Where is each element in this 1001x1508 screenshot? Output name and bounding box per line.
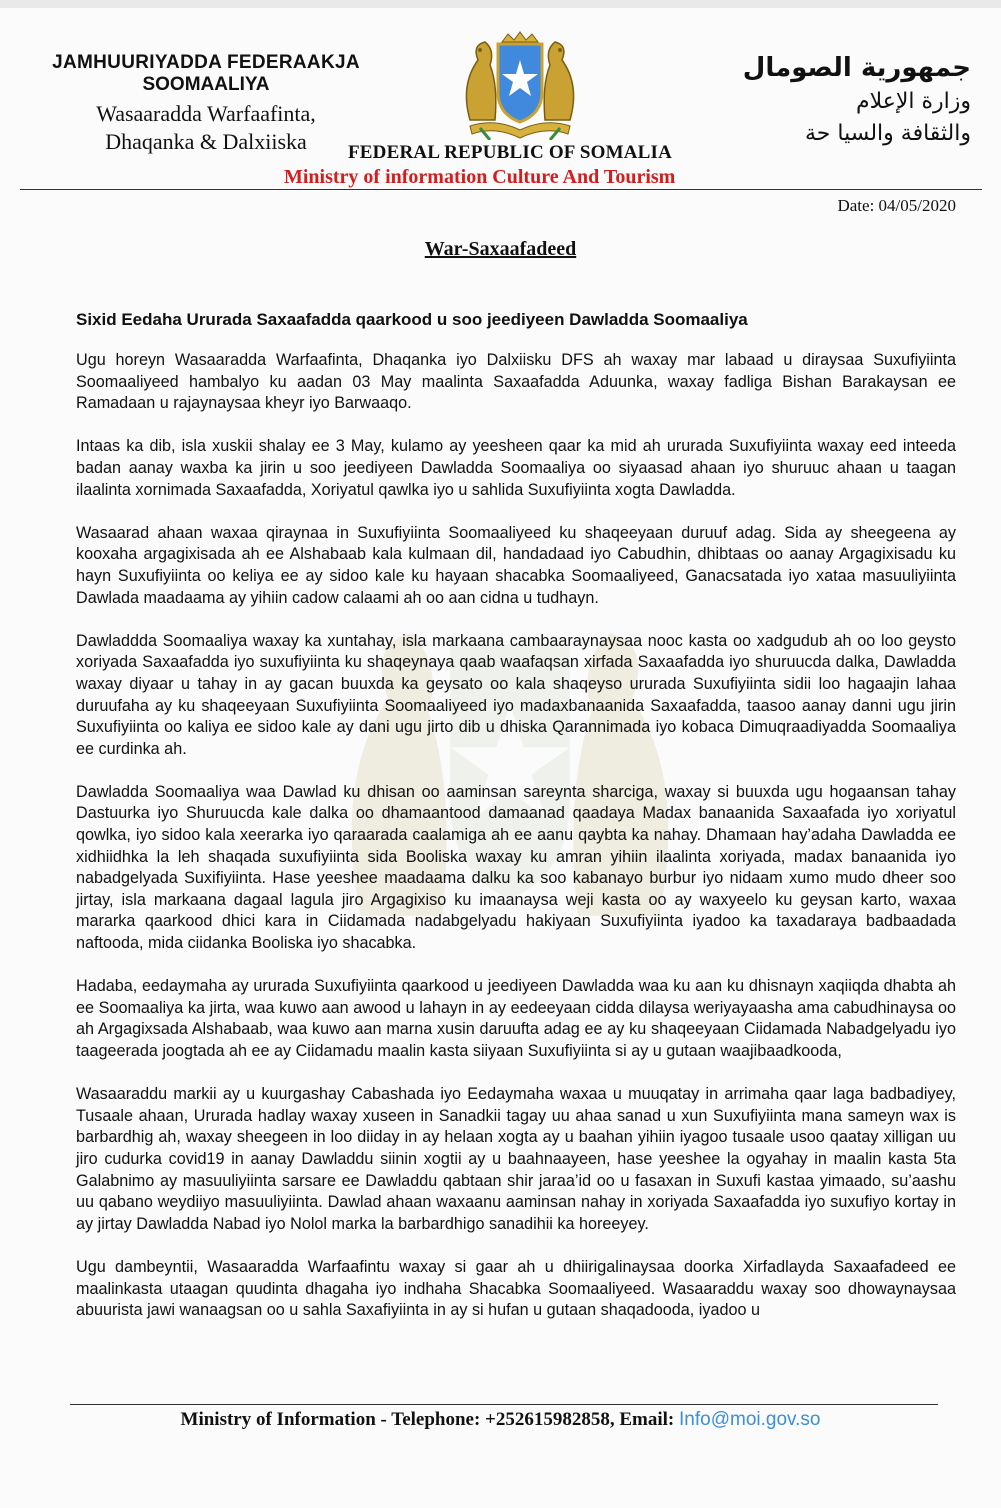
document-date: Date: 04/05/2020: [837, 196, 956, 215]
header-left-line4: Dhaqanka & Dalxiiska: [105, 129, 307, 154]
federal-republic-heading: FEDERAL REPUBLIC OF SOMALIA: [348, 142, 673, 163]
top-strip: [0, 0, 1001, 8]
ministry-heading: Ministry of information Culture And Tourism: [284, 166, 676, 188]
coat-of-arms-emblem: [450, 30, 590, 140]
document-subject: Sixid Eedaha Ururada Saxaafadda qaarkood u soo jeediyeen Dawladda Soomaaliya: [76, 310, 748, 329]
header-somali: [16, 52, 396, 156]
body-paragraph: Hadaba, eedaymaha ay ururada Suxufiyiinta qaarkood u jeediyeen Dawladda waa ku aan ku dhisnayn xaqiiqda dhabta ah ee Soomaaliya ka jirta, waa kuwo aan awood u lahayn in ay eedeeyaan cidda dilaysa weriyayaasha ama cabudhinaysa oo ah Argagixsada Alshabaab, waa kuwo aan marna xusin daruufta adag ee ay ku shaqeeyaan Ciidamada Nabadgelyadu iyo taageerada joogtada ah ee ay Ciidamadu maalin kasta siiyaan Suxufiyiinta si ay u gutaan waajibaadkooda,: [76, 977, 956, 1060]
footer: [0, 1409, 1001, 1431]
body-paragraph: Wasaaraddu markii ay u kuurgashay Cabashada iyo Eedaymaha waxaa u muuqatay in arrimaha qaar laga badbadiyey, Tusaale ahaan, Ururada hadlay waxay xuseen in Sanadkii tagay uu ahaa sanad u xun Suxufiyiinta mana sameyn wax is barbardhig ah, waxay sheegeen in loo diiday in ay helaan xogta ay u baahan yihiin iyagoo tusaale usoo qaatay xilligan uu jiro cudurka covid19 in aanay Dawladdu siinin xogtii ay u baahnaayeen, hase yeeshee la ogyahay in maalin kasta 5ta Galabnimo ay masuuliyiinta sarsare ee Dawladdu qabtaan shir jaraa’id oo u fasaxan in Suxufi kastaa yimaado, su’aashu uu qabano weydiiyo masuuliyiinta. Dawlad ahaan waxaanu aaminsan nahay in xoriyada Saxaafadda iyo suxufiyo kortay in ay jirtay Dawladda Nabad iyo Nolol marka la barbardhigo sanadihii ka horeeyey.: [76, 1085, 956, 1233]
body-paragraph: Dawladda Soomaaliya waa Dawlad ku dhisan oo aaminsan sareynta sharciga, waxay si buuxda ugu hogaansan tahay Dastuurka iyo Shuruucda kale dalka oo dhamaantood damaanad qaadaya Madax banaanida Saxaafada iyo xoriyatul qowlka, iyo sidoo kala xeerarka iyo qaraarada caalamiga ah ee aanu qaybta ka nahay. Dhamaan hay’adaha Dawladda ee xidhiidhka la leh shaqada suxufiyiinta sida Booliska waxay ku amran yihiin ilaalinta xoriyada, madax banaanida iyo nabadgelyada Suxifiyiinta. Hase yeeshee maadaama dalku ka soo kabanayo burbur iyo nidaam xumo mudo dheer soo jirtay, isla markaana dagaal lagula jiro Argagixiso ku imaanaysa weji kasta oo ay waxyeelo ku geysan karto, waxaa mararka qaarkood dhici kara in Ciidamada nadabgelyadu hakiyaan Suxufiyiinta iyadoo ka taxadaraya badbaadada naftooda, mida ciidanka Booliska iyo shacabka.: [76, 782, 956, 953]
footer-contact-text: Ministry of Information - Telephone: +252615982858, Email:: [180, 1409, 675, 1430]
header-left-line3: Wasaaradda Warfaafinta,: [96, 101, 316, 126]
header-left-line2: SOOMAALIYA: [142, 74, 270, 95]
header-right-line2: وزارة الإعلام: [855, 89, 971, 114]
document-body: [76, 350, 956, 1343]
header-left-line1: JAMHUURIYADDA FEDERAAKJA: [52, 52, 360, 73]
footer-email-link[interactable]: Info@moi.gov.so: [679, 1409, 821, 1430]
body-paragraph: Intaas ka dib, isla xuskii shalay ee 3 May, kulamo ay yeesheen qaar ka mid ah ururada Suxufiyiinta waxay eed inteeda badan aanay waxba ka jirin u soo jeediyeen Dawladda Soomaaliya oo siyaasad ahaan iyo shuruuc ahaan u taagan ilaalinta xornimada Saxaafadda, Xoriyatul qawlka iyo u sahlida Suxufiyiinta xogta Dawladda.: [76, 437, 956, 499]
footer-divider: [70, 1404, 938, 1405]
body-paragraph: Dawladdda Soomaaliya waxay ka xuntahay, isla markaana cambaaraynaysaa nooc kasta oo xadgudub ah oo loo geysto xoriyada Saxaafadda iyo suxufiyiinta ku shaqeynaya qaab waafaqsan xirfada Saxaafadda iyo shuruucda dalka, Dawladda waxay diyaar u tahay in ay gacan buuxda ka geysato oo kala shaqeyso ururada Suxufiyiinta sidii loo hagaajin lahaa duruufaha ay ku shaqeeyaan Suxufiyiinta Soomaaliyeed iyo madaxbanaanida Saxaafadda, taasoo aanay danni ugu jirin Suxufiyiinta oo kaliya ee sidoo kale ay dani ugu jirto dib u dhiska Qarannimada iyo kobaca Dimuqraadiyadda Soomaaliya ee curdinka ah.: [76, 631, 956, 758]
document-title-text: War-Saxaafadeed: [424, 238, 577, 260]
header-right-line1: جمهورية الصومال: [742, 53, 971, 83]
header-divider: [20, 189, 982, 190]
header-right-line3: والثقافة والسيا حة: [804, 121, 971, 146]
document-title: [0, 238, 1001, 261]
body-paragraph: Ugu dambeyntii, Wasaaradda Warfaafintu waxay si gaar ah u dhiirigalinaysaa doorka Xirfadlayda Saxaafadeed ee maalinkasta utaagan quudinta dhagaha iyo indhaha Shacabka Soomaaliyeed. Wasaaraddu waxay soo dhowaynaysaa abuurista jawi wanaagsan oo u sahla Saxafiyiinta in ay si hufan u gutaan shaqadooda, iyadoo u: [76, 1257, 956, 1320]
body-paragraph: Ugu horeyn Wasaaradda Warfaafinta, Dhaqanka iyo Dalxiisku DFS ah waxay mar labaad u diraysaa Suxufiyiinta Soomaaliyeed hambalyo ku aadan 03 May maalinta Saxaafadda Aduunka, waxay fadliga Bishan Barakaysan ee Ramadaan u rajaynaysaa kheyr iyo Barwaaqo.: [76, 351, 956, 413]
body-paragraph: Wasaarad ahaan waxaa qiraynaa in Suxufiyiinta Soomaaliyeed ku shaqeeyaan duruuf adag. Sida ay sheegeena ay kooxaha argagixisada ah ee Alshabaab kala kulmaan dil, handadaad iyo Cabudhin, dhibtaas oo aanay Argagixisadu ku hayn Suxufiyiinta oo keliya ee ay sidoo kale ku hayaan shacabka Soomaaliyeed, Ganacsatada iyo xataa masuuliyiinta Dawlada maadaama ay yihiin cadow calaami ah oo aan cidna u tudhayn.: [76, 523, 956, 607]
header-arabic: [741, 50, 971, 150]
